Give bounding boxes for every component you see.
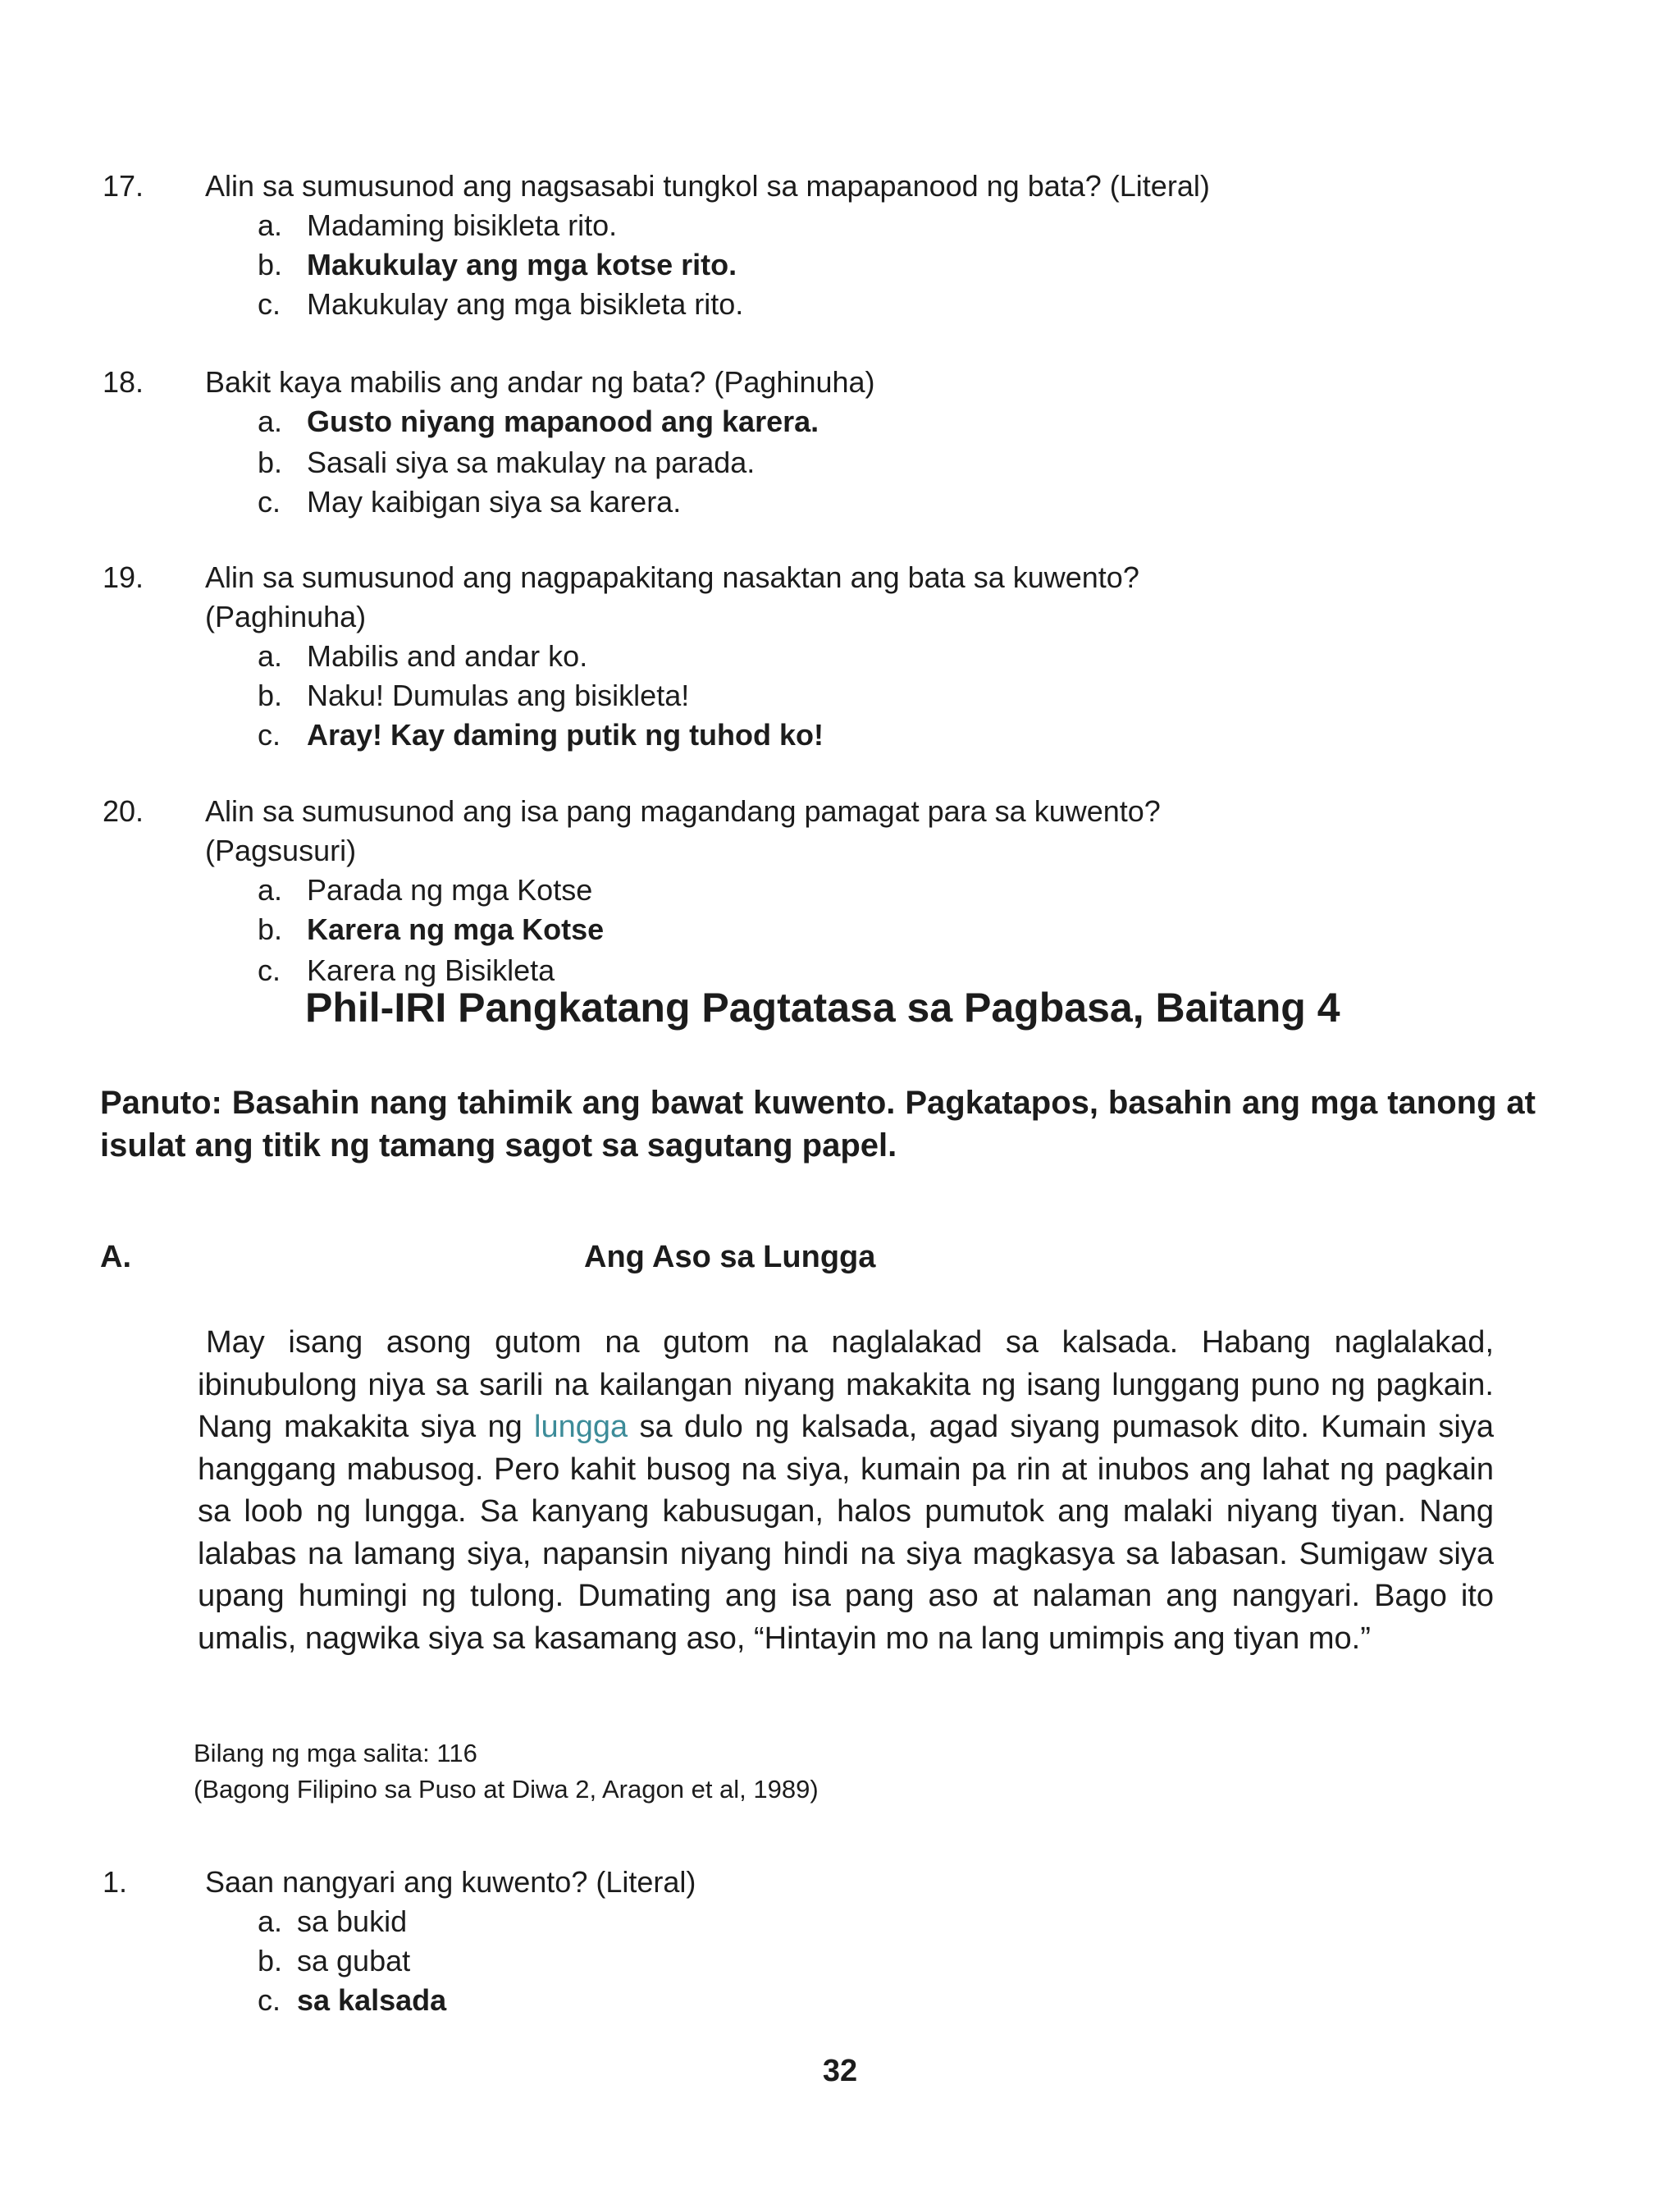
option-b [0, 245, 1680, 285]
option-text: Naku! Dumulas ang bisikleta! [307, 679, 690, 712]
option-a [0, 871, 1680, 910]
option-c [0, 1981, 1680, 2020]
option-text: May kaibigan siya sa karera. [307, 485, 682, 519]
option-b [0, 910, 1680, 949]
option-text-correct: sa kalsada [297, 1983, 447, 2017]
option-text-correct: Aray! Kay daming putik ng tuhod ko! [307, 718, 824, 752]
option-text: sa gubat [297, 1944, 411, 1977]
option-letter: a. [258, 208, 283, 242]
question-number: 17. [103, 169, 144, 203]
option-letter: a. [258, 639, 283, 673]
question-stem: Alin sa sumusunod ang isa pang magandang pamagat para sa kuwento? [205, 794, 1161, 828]
story-text-part: May isang asong gutom na gutom na naglalakad sa kalsada. Habang naglalakad, ibinubulong niya sa sarili na kailangan niyang makakita ng isang lunggang puno ng pagkain. Nang makakita siya ng [198, 1325, 1494, 1444]
word-count: Bilang ng mga salita: 116 [194, 1739, 477, 1767]
option-c [0, 482, 1680, 522]
page-number: 32 [822, 2054, 858, 2088]
option-text: Mabilis and andar ko. [307, 639, 588, 673]
option-a [0, 402, 1680, 441]
option-letter: c. [258, 718, 281, 752]
section-letter: A. [100, 1240, 131, 1274]
question-stem: Alin sa sumusunod ang nagsasabi tungkol sa mapapanood ng bata? (Literal) [205, 169, 1210, 203]
option-letter: b. [258, 446, 283, 479]
option-text: Sasali siya sa makulay na parada. [307, 446, 756, 479]
option-text-correct: Makukulay ang mga kotse rito. [307, 248, 737, 281]
question-number: 19. [103, 560, 144, 594]
story-text [198, 1322, 1494, 1660]
page-title: Phil-IRI Pangkatang Pagtatasa sa Pagbasa, Baitang 4 [305, 985, 1340, 1031]
story-source: (Bagong Filipino sa Puso at Diwa 2, Aragon et al, 1989) [194, 1775, 819, 1804]
option-c [0, 285, 1680, 324]
story-title: Ang Aso sa Lungga [584, 1240, 876, 1274]
option-text: Makukulay ang mga bisikleta rito. [307, 287, 744, 321]
option-letter: b. [258, 1944, 283, 1977]
option-letter: c. [258, 953, 281, 987]
story-text-part: sa dulo ng kalsada, agad siyang pumasok dito. Kumain siya hanggang mabusog. Pero kahit busog na siya, kumain pa rin at inubos ang lahat ng pagkain sa loob ng lungga. Sa kanyang kabusugan, halos pumutok ang malaki niyang tiyan. Nang lalabas na lamang siya, napansin niyang hindi na siya magkasya sa labasan. Sumigaw siya upang humingi ng tulong. Dumating ang isa pang aso at nalaman ang nangyari. Bago ito umalis, nagwika siya sa kasamang aso, “Hintayin mo na lang umimpis ang tiyan mo.” [198, 1410, 1494, 1656]
option-a [0, 1902, 1680, 1941]
question-17 [0, 167, 1680, 322]
option-text: Karera ng Bisikleta [307, 953, 555, 987]
option-b [0, 1941, 1680, 1981]
option-text: sa bukid [297, 1904, 408, 1938]
option-text-correct: Gusto niyang mapanood ang karera. [307, 405, 819, 438]
question-number: 1. [103, 1865, 128, 1899]
question-stem: Alin sa sumusunod ang nagpapakitang nasaktan ang bata sa kuwento? [205, 560, 1139, 594]
option-letter: c. [258, 1983, 281, 2017]
glossary-word: lungga [534, 1410, 628, 1444]
question-20 [0, 792, 1680, 989]
option-text-correct: Karera ng mga Kotse [307, 912, 605, 946]
option-letter: b. [258, 248, 283, 281]
question-number: 20. [103, 794, 144, 828]
option-letter: a. [258, 873, 283, 907]
question-stem-skill: (Pagsusuri) [205, 834, 357, 867]
option-text: Madaming bisikleta rito. [307, 208, 618, 242]
question-1 [0, 1863, 1680, 2027]
option-letter: c. [258, 287, 281, 321]
option-b [0, 676, 1680, 716]
option-text: Parada ng mga Kotse [307, 873, 593, 907]
option-b [0, 443, 1680, 482]
option-letter: a. [258, 405, 283, 438]
question-number: 18. [103, 365, 144, 399]
instructions: Panuto: Basahin nang tahimik ang bawat kuwento. Pagkatapos, basahin ang mga tanong at isulat ang titik ng tamang sagot sa sagutang papel. [100, 1085, 1536, 1164]
option-letter: b. [258, 912, 283, 946]
question-19 [0, 558, 1680, 755]
option-letter: b. [258, 679, 283, 712]
question-stem-skill: (Paghinuha) [205, 600, 367, 633]
question-18 [0, 363, 1680, 519]
question-stem: Saan nangyari ang kuwento? (Literal) [205, 1865, 696, 1899]
option-letter: c. [258, 485, 281, 519]
option-letter: a. [258, 1904, 283, 1938]
question-stem: Bakit kaya mabilis ang andar ng bata? (Paghinuha) [205, 365, 875, 399]
option-a [0, 206, 1680, 245]
option-a [0, 637, 1680, 676]
option-c [0, 716, 1680, 755]
